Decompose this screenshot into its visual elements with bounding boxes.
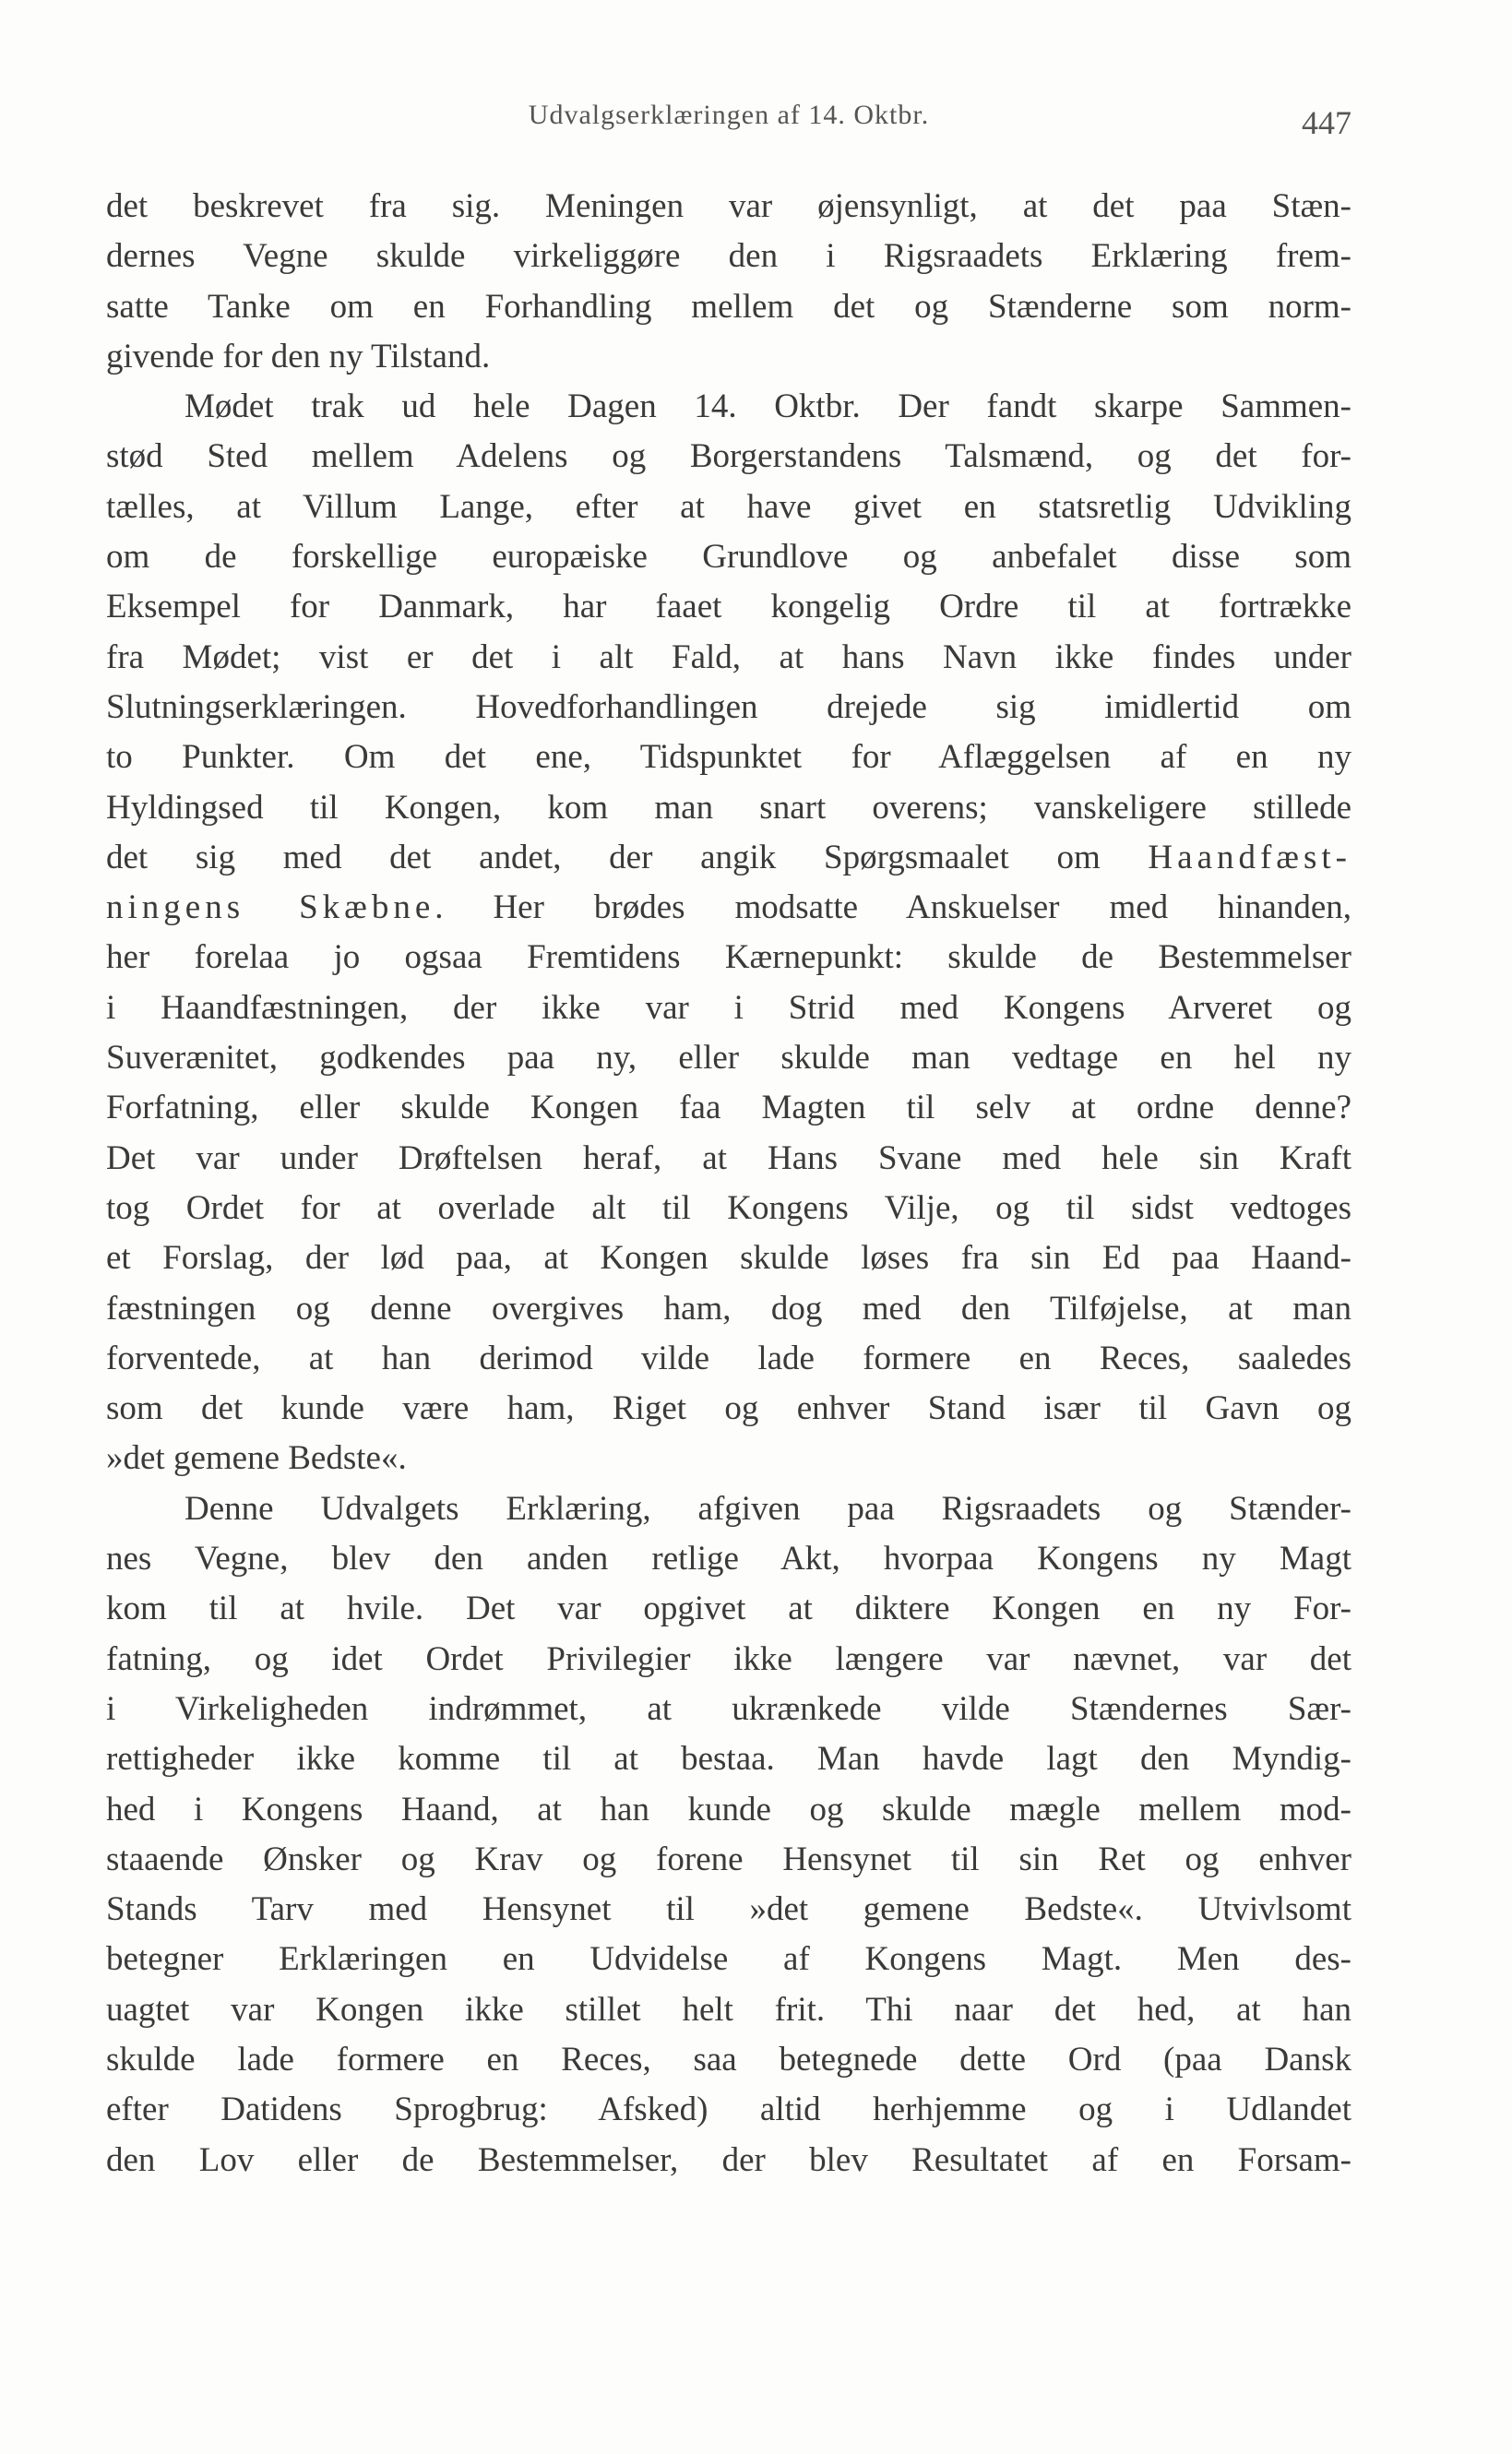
text-line: givende for den ny Tilstand. xyxy=(106,337,491,375)
text-line: staaende Ønsker og Krav og forene Hensynet til sin Ret og enhver xyxy=(106,1840,1351,1878)
text-line: her forelaa jo ogsaa Fremtidens Kærnepunkt: skulde de Bestemmelser xyxy=(106,938,1351,977)
text-line: fæstningen og denne overgives ham, dog med den Tilføjelse, at man xyxy=(106,1289,1351,1328)
text-line: betegner Erklæringen en Udvidelse af Kongens Magt. Men des- xyxy=(106,1940,1351,1979)
text-line: forventede, at han derimod vilde lade formere en Reces, saaledes xyxy=(106,1339,1351,1377)
text-line: tælles, at Villum Lange, efter at have givet en statsretlig Udvikling xyxy=(106,487,1351,526)
text-line: om de forskellige europæiske Grundlove og anbefalet disse som xyxy=(106,538,1351,577)
text-line: fra Mødet; vist er det i alt Fald, at hans Navn ikke findes under xyxy=(106,637,1351,676)
text-line: Mødet trak ud hele Dagen 14. Oktbr. Der fandt skarpe Sammen- xyxy=(185,387,1351,426)
text-line: som det kunde være ham, Riget og enhver Stand især til Gavn og xyxy=(106,1389,1351,1428)
text-line: Stands Tarv med Hensynet til »det gemene Bedste«. Utvivlsomt xyxy=(106,1890,1351,1929)
text-line: satte Tanke om en Forhandling mellem det og Stænderne som norm- xyxy=(106,287,1351,326)
text-line: Hyldingsed til Kongen, kom man snart overens; vanskeligere stillede xyxy=(106,788,1351,827)
text-line: dernes Vegne skulde virkeliggøre den i Rigsraadets Erklæring frem- xyxy=(106,237,1351,276)
text-line: Eksempel for Danmark, har faaet kongelig Ordre til at fortrække xyxy=(106,588,1351,626)
page-number: 447 xyxy=(1302,104,1351,141)
text-line: Denne Udvalgets Erklæring, afgiven paa Rigsraadets og Stænder- xyxy=(185,1489,1351,1528)
text-line: den Lov eller de Bestemmelser, der blev Resultatet af en Forsam- xyxy=(106,2140,1351,2179)
text-line: stød Sted mellem Adelens og Borgerstandens Talsmænd, og det for- xyxy=(106,437,1351,476)
text-line: to Punkter. Om det ene, Tidspunktet for Aflæggelsen af en ny xyxy=(106,738,1351,777)
running-title: Udvalgserklæringen af 14. Oktbr. xyxy=(528,100,930,130)
text-line: Suverænitet, godkendes paa ny, eller skulde man vedtage en hel ny xyxy=(106,1039,1351,1078)
text-line: et Forslag, der lød paa, at Kongen skulde løses fra sin Ed paa Haand- xyxy=(106,1239,1351,1278)
text-line: skulde lade formere en Reces, saa betegnede dette Ord (paa Dansk xyxy=(106,2040,1351,2079)
text-line: hed i Kongens Haand, at han kunde og skulde mægle mellem mod- xyxy=(106,1790,1351,1829)
text-line: rettigheder ikke komme til at bestaa. Man havde lagt den Myndig- xyxy=(106,1740,1351,1779)
text-line: i Virkeligheden indrømmet, at ukrænkede vilde Stændernes Sær- xyxy=(106,1689,1351,1728)
text-line: det beskrevet fra sig. Meningen var øjensynligt, at det paa Stæn- xyxy=(106,187,1351,225)
text-line: efter Datidens Sprogbrug: Afsked) altid herhjemme og i Udlandet xyxy=(106,2091,1351,2129)
text-line: »det gemene Bedste«. xyxy=(106,1439,407,1478)
text-line: Slutningserklæringen. Hovedforhandlingen drejede sig imidlertid om xyxy=(106,687,1351,726)
text-line: fatning, og idet Ordet Privilegier ikke længere var nævnet, var det xyxy=(106,1639,1351,1678)
text-line: nes Vegne, blev den anden retlige Akt, hvorpaa Kongens ny Magt xyxy=(106,1540,1351,1578)
text-line: Forfatning, eller skulde Kongen faa Magten til selv at ordne denne? xyxy=(106,1089,1351,1127)
text-line: i Haandfæstningen, der ikke var i Strid med Kongens Arveret og xyxy=(106,988,1351,1027)
text-line: tog Ordet for at overlade alt til Kongens Vilje, og til sidst vedtoges xyxy=(106,1188,1351,1227)
text-line: kom til at hvile. Det var opgivet at diktere Kongen en ny For- xyxy=(106,1590,1351,1628)
spaced-emphasis: ningens Skæbne xyxy=(106,888,435,927)
body-text xyxy=(106,182,1351,2186)
spaced-emphasis: Haandfæst- xyxy=(1148,838,1351,876)
text-line: ningens Skæbne. Her brødes modsatte Anskuelser med hinanden, xyxy=(106,888,1351,927)
text-line: uagtet var Kongen ikke stillet helt frit. Thi naar det hed, at han xyxy=(106,1990,1351,2029)
text-line: det sig med det andet, der angik Spørgsmaalet om Haandfæst- xyxy=(106,838,1351,876)
running-head xyxy=(106,100,1351,146)
text-line: Det var under Drøftelsen heraf, at Hans Svane med hele sin Kraft xyxy=(106,1138,1351,1177)
